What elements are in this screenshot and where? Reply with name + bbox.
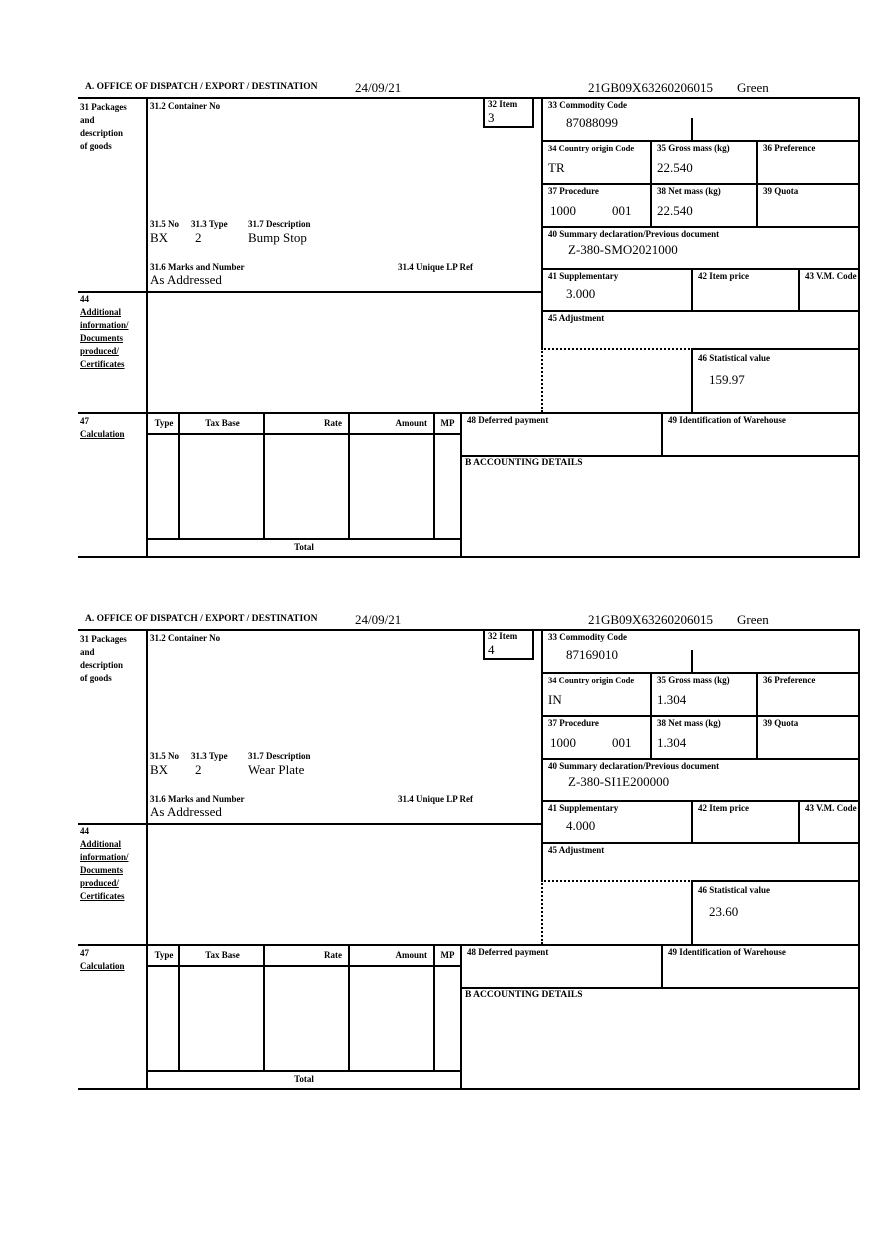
container-no-label: 31.2 Container No — [150, 633, 221, 643]
label-line: produced/ — [80, 878, 119, 888]
item-price-label: 42 Item price — [698, 803, 749, 813]
box-35-gross-mass — [650, 140, 758, 185]
unique-lp-ref-label: 31.4 Unique LP Ref — [398, 262, 474, 272]
box-46-statistical-value — [691, 880, 860, 944]
country-origin-label: 34 Country origin Code — [548, 675, 635, 685]
gross-mass-value: 1.304 — [657, 692, 687, 707]
country-origin-value: IN — [548, 692, 562, 707]
box-43-vm-code — [798, 800, 860, 844]
marks-value: As Addressed — [150, 272, 222, 287]
supplementary-value: 4.000 — [566, 818, 596, 833]
box-33-commodity-code — [541, 629, 860, 674]
calc-col-tax-base: Tax Base — [178, 944, 265, 967]
calc-col-rate: Rate — [263, 944, 350, 967]
box-41-supplementary — [541, 800, 693, 844]
label-line: 47 — [80, 416, 89, 426]
box-43-vm-code — [798, 268, 860, 312]
item-number-value: 4 — [488, 642, 495, 657]
box44-label — [80, 293, 146, 371]
box-38-net-mass — [650, 715, 758, 760]
net-mass-value: 1.304 — [657, 735, 687, 750]
procedure-code-value: 1000 — [550, 203, 576, 218]
previous-document-value: Z-380-SI1E200000 — [568, 774, 670, 789]
package-type-value: 2 — [195, 230, 202, 245]
previous-document-label: 40 Summary declaration/Previous document — [548, 761, 720, 771]
box-49-warehouse — [661, 944, 860, 989]
total-row: Total — [146, 538, 462, 558]
box-37-procedure — [541, 715, 652, 760]
previous-document-value: Z-380-SMO2021000 — [568, 242, 678, 257]
label-line: description — [80, 660, 124, 670]
dotted-top-border — [541, 880, 693, 882]
box-49-warehouse — [661, 412, 860, 457]
box-40-previous-document — [541, 226, 860, 270]
box-42-item-price — [691, 268, 800, 312]
item-label: 32 Item — [488, 99, 518, 109]
box-32-item — [483, 629, 534, 660]
container-no-label: 31.2 Container No — [150, 101, 221, 111]
box-39-quota — [756, 715, 860, 760]
label-line: 44 — [80, 294, 89, 304]
label-line: and — [80, 115, 95, 125]
box-b-accounting-details — [460, 987, 858, 1088]
calc-cell-type — [146, 435, 180, 540]
deferred-payment-label: 48 Deferred payment — [467, 415, 549, 425]
box-41-supplementary — [541, 268, 693, 312]
marks-label: 31.6 Marks and Number — [150, 262, 245, 272]
calc-col-rate: Rate — [263, 412, 350, 435]
commodity-code-divider — [691, 650, 693, 672]
label-line: information/ — [80, 320, 129, 330]
marks-label: 31.6 Marks and Number — [150, 794, 245, 804]
label-line: produced/ — [80, 346, 119, 356]
box47-label — [80, 947, 146, 973]
commodity-code-divider — [691, 118, 693, 140]
label-line: Certificates — [80, 359, 125, 369]
statistical-value: 159.97 — [709, 372, 745, 387]
calc-col-tax-base: Tax Base — [178, 412, 265, 435]
calc-cell-rate — [263, 967, 350, 1072]
procedure-code-value: 1000 — [550, 735, 576, 750]
adjustment-label: 45 Adjustment — [548, 845, 605, 855]
net-mass-value: 22.540 — [657, 203, 693, 218]
calc-cell-amount — [348, 967, 435, 1072]
marks-value: As Addressed — [150, 804, 222, 819]
package-no-label: 31.5 No — [150, 219, 179, 229]
adjustment-label: 45 Adjustment — [548, 313, 605, 323]
calc-col-amount: Amount — [348, 412, 435, 435]
goods-description-value: Wear Plate — [248, 762, 305, 777]
calc-cell-type — [146, 967, 180, 1072]
item-price-label: 42 Item price — [698, 271, 749, 281]
box-36-preference — [756, 140, 860, 185]
accounting-details-label: B ACCOUNTING DETAILS — [465, 458, 583, 468]
statistical-value-label: 46 Statistical value — [698, 885, 770, 895]
calc-cell-mp — [433, 435, 462, 540]
box-46-statistical-value — [691, 348, 860, 412]
box-45-adjustment — [541, 842, 860, 882]
label-line: description — [80, 128, 124, 138]
calc-col-amount: Amount — [348, 944, 435, 967]
dispatch-date-value: 24/09/21 — [355, 80, 402, 95]
calc-cell-amount — [348, 435, 435, 540]
unique-lp-ref-label: 31.4 Unique LP Ref — [398, 794, 474, 804]
item-number-value: 3 — [488, 110, 495, 125]
preference-label: 36 Preference — [763, 143, 816, 153]
country-origin-value: TR — [548, 160, 565, 175]
box-36-preference — [756, 672, 860, 717]
total-row: Total — [146, 1070, 462, 1090]
label-line: 31 Packages — [80, 102, 127, 112]
box-35-gross-mass — [650, 672, 758, 717]
routing-status-value: Green — [737, 80, 769, 95]
label-line: of goods — [80, 673, 112, 683]
declaration-item-block — [78, 612, 862, 1090]
mrn-value: 21GB09X63260206015 — [588, 612, 713, 627]
procedure-code-2-value: 001 — [612, 203, 632, 218]
warehouse-label: 49 Identification of Warehouse — [668, 415, 786, 425]
box31-label — [80, 101, 146, 153]
box-34-country-origin — [541, 672, 652, 717]
box-33-commodity-code — [541, 97, 860, 142]
label-line: 44 — [80, 826, 89, 836]
mrn-value: 21GB09X63260206015 — [588, 80, 713, 95]
supplementary-label: 41 Supplementary — [548, 271, 619, 281]
procedure-label: 37 Procedure — [548, 186, 599, 196]
box-48-deferred-payment — [460, 412, 663, 457]
package-type-value: 2 — [195, 762, 202, 777]
calc-col-type: Type — [146, 412, 180, 435]
commodity-code-value: 87169010 — [566, 647, 618, 662]
gross-mass-value: 22.540 — [657, 160, 693, 175]
calc-col-mp: MP — [433, 944, 462, 967]
goods-description-value: Bump Stop — [248, 230, 307, 245]
office-of-dispatch-label: A. OFFICE OF DISPATCH / EXPORT / DESTINATION — [85, 82, 318, 92]
box47-label — [80, 415, 146, 441]
label-line: of goods — [80, 141, 112, 151]
label-line: Additional — [80, 307, 122, 317]
item-label: 32 Item — [488, 631, 518, 641]
procedure-code-2-value: 001 — [612, 735, 632, 750]
warehouse-label: 49 Identification of Warehouse — [668, 947, 786, 957]
calc-cell-mp — [433, 967, 462, 1072]
preference-label: 36 Preference — [763, 675, 816, 685]
dotted-left-border — [541, 348, 543, 412]
box44-label — [80, 825, 146, 903]
dispatch-date-value: 24/09/21 — [355, 612, 402, 627]
description-label: 31.7 Description — [248, 219, 311, 229]
declaration-item-block — [78, 80, 862, 558]
package-no-label: 31.5 No — [150, 751, 179, 761]
label-line: Certificates — [80, 891, 125, 901]
calc-col-type: Type — [146, 944, 180, 967]
box-40-previous-document — [541, 758, 860, 802]
package-no-value: BX — [150, 230, 169, 245]
box-34-country-origin — [541, 140, 652, 185]
statistical-value: 23.60 — [709, 904, 739, 919]
label-line: Calculation — [80, 961, 125, 971]
previous-document-label: 40 Summary declaration/Previous document — [548, 229, 720, 239]
box31-label — [80, 633, 146, 685]
package-type-label: 31.3 Type — [191, 751, 228, 761]
label-line: Documents — [80, 333, 123, 343]
supplementary-label: 41 Supplementary — [548, 803, 619, 813]
package-type-label: 31.3 Type — [191, 219, 228, 229]
box-42-item-price — [691, 800, 800, 844]
routing-status-value: Green — [737, 612, 769, 627]
commodity-code-label: 33 Commodity Code — [548, 632, 627, 642]
label-line: 31 Packages — [80, 634, 127, 644]
procedure-label: 37 Procedure — [548, 718, 599, 728]
label-line: and — [80, 647, 95, 657]
supplementary-value: 3.000 — [566, 286, 596, 301]
calc-cell-tax-base — [178, 967, 265, 1072]
deferred-payment-label: 48 Deferred payment — [467, 947, 549, 957]
gross-mass-label: 35 Gross mass (kg) — [657, 143, 730, 153]
box-37-procedure — [541, 183, 652, 228]
commodity-code-label: 33 Commodity Code — [548, 100, 627, 110]
accounting-details-label: B ACCOUNTING DETAILS — [465, 990, 583, 1000]
box-32-item — [483, 97, 534, 128]
statistical-value-label: 46 Statistical value — [698, 353, 770, 363]
quota-label: 39 Quota — [763, 186, 799, 196]
box-b-accounting-details — [460, 455, 858, 556]
office-of-dispatch-label: A. OFFICE OF DISPATCH / EXPORT / DESTINATION — [85, 614, 318, 624]
net-mass-label: 38 Net mass (kg) — [657, 186, 721, 196]
net-mass-label: 38 Net mass (kg) — [657, 718, 721, 728]
label-line: information/ — [80, 852, 129, 862]
calc-col-mp: MP — [433, 412, 462, 435]
box-38-net-mass — [650, 183, 758, 228]
dotted-left-border — [541, 880, 543, 944]
box-48-deferred-payment — [460, 944, 663, 989]
vm-code-label: 43 V.M. Code — [805, 271, 857, 281]
label-line: 47 — [80, 948, 89, 958]
country-origin-label: 34 Country origin Code — [548, 143, 635, 153]
label-line: Additional — [80, 839, 122, 849]
commodity-code-value: 87088099 — [566, 115, 618, 130]
box-39-quota — [756, 183, 860, 228]
box-45-adjustment — [541, 310, 860, 350]
calc-cell-tax-base — [178, 435, 265, 540]
calc-cell-rate — [263, 435, 350, 540]
dotted-top-border — [541, 348, 693, 350]
gross-mass-label: 35 Gross mass (kg) — [657, 675, 730, 685]
quota-label: 39 Quota — [763, 718, 799, 728]
label-line: Documents — [80, 865, 123, 875]
description-label: 31.7 Description — [248, 751, 311, 761]
package-no-value: BX — [150, 762, 169, 777]
vm-code-label: 43 V.M. Code — [805, 803, 857, 813]
label-line: Calculation — [80, 429, 125, 439]
